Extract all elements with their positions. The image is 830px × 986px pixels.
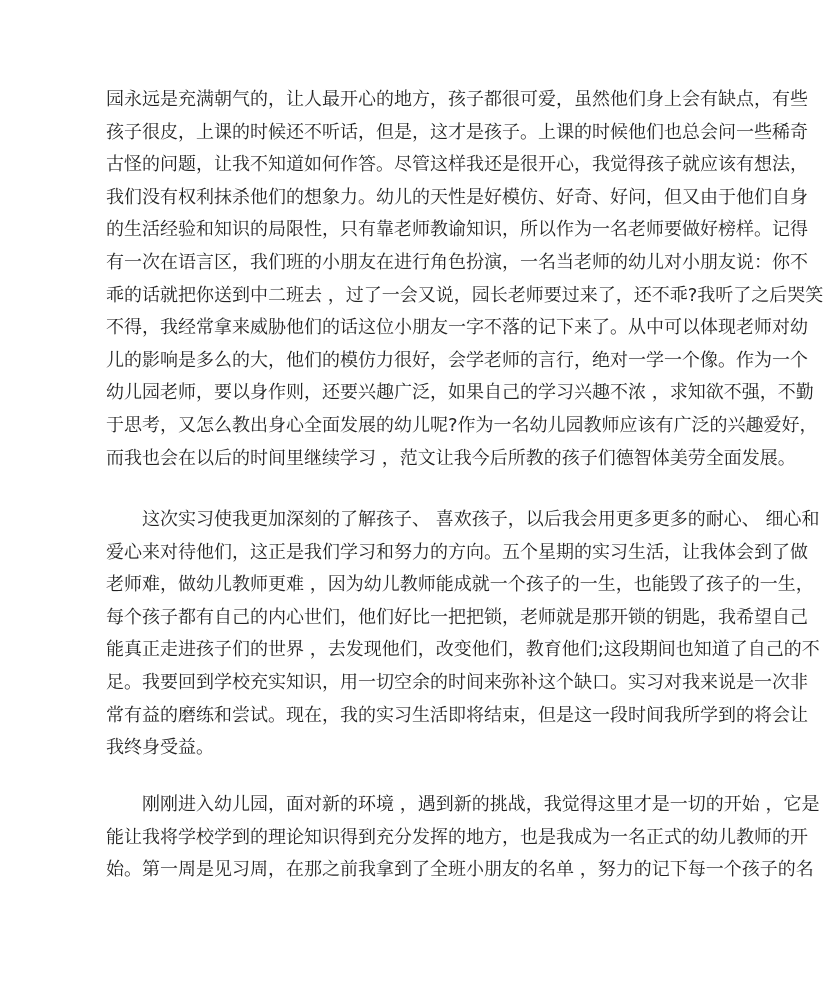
text-line: 的生活经验和知识的局限性，只有靠老师教谕知识，所以作为一名老师要做好榜样。记得 [106,219,808,241]
text-line: 爱心来对待他们，这正是我们学习和努力的方向。五个星期的实习生活，让我体会到了做 [106,541,808,563]
text-line: 乖的话就把你送到中二班去 ，过了一会又说，园长老师要过来了，还不乖?我听了之后哭笑 [106,284,824,306]
text-line: 每个孩子都有自己的内心世们，他们好比一把把锁，老师就是那开锁的钥匙，我希望自己 [106,606,808,628]
text-line: 孩子很皮，上课的时候还不听话，但是，这才是孩子。上课的时候他们也总会问一些稀奇 [106,121,808,143]
text-line: 于思考，又怎么教出身心全面发展的幼儿呢?作为一名幼儿园教师应该有广泛的兴趣爱好， [106,414,818,436]
text-line: 老师难，做幼儿教师更难 ，因为幼儿教师能成就一个孩子的一生，也能毁了孩子的一生， [106,574,814,596]
text-line: 而我也会在以后的时间里继续学习 ，范文让我今后所教的孩子们德智体美劳全面发展。 [106,447,796,469]
text-line: 始。第一周是见习周，在那之前我拿到了全班小朋友的名单 ，努力的记下每一个孩子的名 [106,859,814,881]
paragraph-1 [106,84,824,475]
text-line: 常有益的磨练和尝试。现在，我的实习生活即将结束，但是这一段时间我所学到的将会让 [106,704,808,726]
text-line: 足。我要回到学校充实知识，用一切空余的时间来弥补这个缺口。实习对我来说是一次非 [106,671,808,693]
text-line: 幼儿园老师，要以身作则，还要兴趣广泛，如果自己的学习兴趣不浓 ，求知欲不强，不勤 [106,382,814,404]
text-line: 能让我将学校学到的理论知识得到充分发挥的地方，也是我成为一名正式的幼儿教师的开 [106,826,808,848]
text-line: 有一次在语言区，我们班的小朋友在进行角色扮演，一名当老师的幼儿对小朋友说：你不 [106,251,808,273]
text-line: 儿的影响是多么的大，他们的模仿力很好，会学老师的言行，绝对一学一个像。作为一个 [106,349,808,371]
text-line: 我终身受益。 [106,737,214,759]
text-line: 园永远是充满朝气的，让人最开心的地方，孩子都很可爱，虽然他们身上会有缺点，有些 [106,89,808,110]
text-line: 能真正走进孩子们的世界 ，去发现他们，改变他们，教育他们;这段期间也知道了自己的不 [106,639,820,661]
text-line: 古怪的问题，让我不知道如何作答。尽管这样我还是很开心，我觉得孩子就应该有想法， [106,154,808,176]
text-line: 不得，我经常拿来威胁他们的话这位小朋友一字不落的记下来了。从中可以体现老师对幼 [106,317,808,339]
text-line: 我们没有权利抹杀他们的想象力。幼儿的天性是好模仿、好奇、好问，但又由于他们自身 [106,186,808,208]
text-line: 刚刚进入幼儿园，面对新的环境 ，遇到新的挑战，我觉得这里才是一切的开始 ，它是 [142,794,820,815]
paragraph-3 [106,789,820,887]
text-line: 这次实习使我更加深刻的了解孩子、 喜欢孩子，以后我会用更多更多的耐心、 细心和 [142,509,820,530]
paragraph-2 [106,504,820,765]
